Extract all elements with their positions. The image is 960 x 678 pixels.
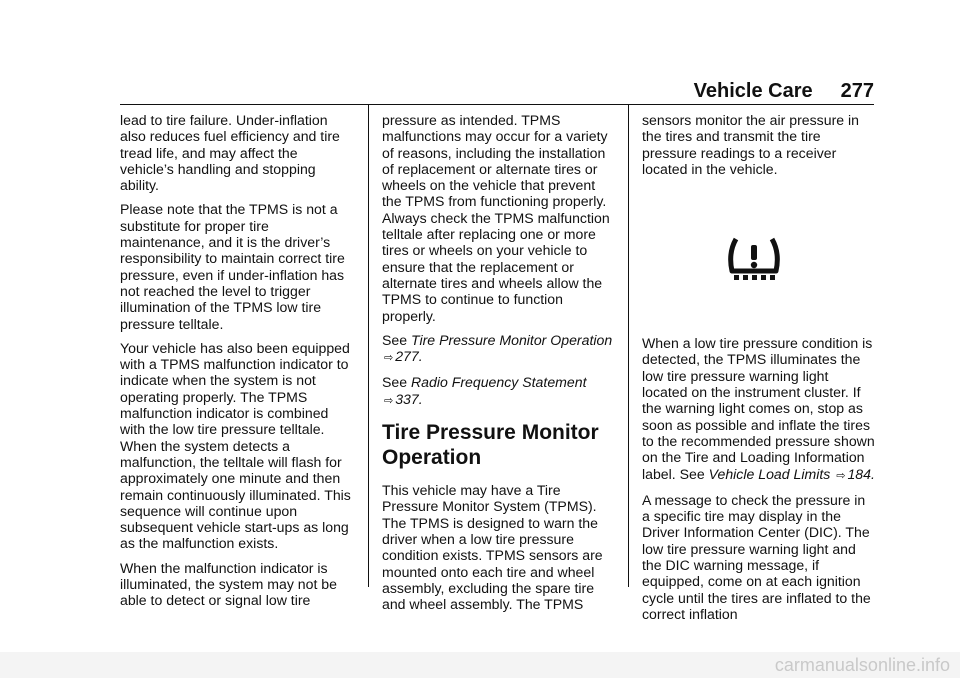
page-header — [120, 80, 874, 106]
section-heading: Tire Pressure Monitor Operation — [382, 421, 599, 470]
cross-reference-page[interactable]: 277. — [395, 348, 423, 365]
column-divider-1 — [368, 105, 369, 587]
page-number: 277 — [840, 80, 874, 102]
paragraph: This vehicle may have a Tire Pressure Monitor System (TPMS). The TPMS is designed to warn the driver when a low tire pressure condition exists. TPMS sensors are mounted onto each tire and wheel assembly, excluding the spare tire and wheel assembly. The TPMS — [382, 482, 603, 613]
see-reference: See Tire Pressure Monitor Operation ⇨ 277. — [382, 331, 613, 365]
column-divider-2 — [628, 105, 629, 587]
watermark-footer: carmanualsonline.info — [0, 652, 960, 678]
cross-reference-link[interactable]: Vehicle Load Limits — [708, 465, 831, 482]
paragraph: A message to check the pressure in a specific tire may display in the Driver Information Center (DIC). The low tire pressure warning light and the DIC warning message, if equipped, come on at each ignition cycle until the tires are inflated to the correct inflation — [642, 491, 871, 622]
section-title: Vehicle Care — [693, 80, 813, 102]
paragraph: When a low tire pressure condition is detected, the TPMS illuminates the low tire pressure warning light located on the instrument cluster. If the warning light comes on, stop as soon as possible and inflate the tires to the recommended pressure shown on the Tire and Loading Information label. See Vehicle Load Limits ⇨ 184. — [642, 335, 875, 482]
column-1 — [120, 112, 354, 617]
paragraph: Your vehicle has also been equipped with a TPMS malfunction indicator to indicate when the system is not operating properly. The TPMS malfunction indicator is combined with the low tire pressure telltale. When the system detects a malfunction, the telltale will flash for approximately one minute and then remain continuously illuminated. This sequence will continue upon subsequent vehicle start-ups as long as the malfunction exists. — [120, 339, 351, 552]
cross-reference-page[interactable]: 337. — [395, 390, 423, 407]
page-arrow-icon: ⇨ — [836, 469, 846, 482]
column-3 — [642, 112, 876, 630]
paragraph: When the malfunction indicator is illuminated, the system may not be able to detect or signal low tire — [120, 559, 337, 609]
page-arrow-icon: ⇨ — [384, 352, 394, 365]
paragraph: sensors monitor the air pressure in the tires and transmit the tire pressure readings to a receiver located in the vehicle. — [642, 112, 859, 177]
tire-pressure-warning-icon — [642, 185, 876, 335]
cross-reference-page[interactable]: 184. — [847, 465, 875, 482]
paragraph: Please note that the TPMS is not a substitute for proper tire maintenance, and it is the driver’s responsibility to maintain correct tire pressure, even if under-inflation has not reached the level to trigger illumination of the TPMS low tire pressure telltale. — [120, 201, 345, 332]
cross-reference-link[interactable]: Radio Frequency Statement — [411, 374, 587, 391]
header-rule — [120, 104, 874, 105]
paragraph: lead to tire failure. Under-inflation also reduces fuel efficiency and tire tread life, and may affect the vehicle’s handling and stopping ability. — [120, 112, 340, 194]
paragraph: pressure as intended. TPMS malfunctions may occur for a variety of reasons, including the installation of replacement or alternate tires or wheels on the vehicle that prevent the TPMS from functioning properly. Always check the TPMS malfunction telltale after replacing one or more tires or wheels on your vehicle to ensure that the replacement or alternate tires and wheels allow the TPMS to continue to function properly. — [382, 112, 610, 324]
page-arrow-icon: ⇨ — [384, 394, 394, 407]
cross-reference-link[interactable]: Tire Pressure Monitor Operation — [411, 331, 613, 348]
see-reference: See Radio Frequency Statement ⇨ 337. — [382, 374, 587, 407]
column-2 — [382, 112, 616, 620]
